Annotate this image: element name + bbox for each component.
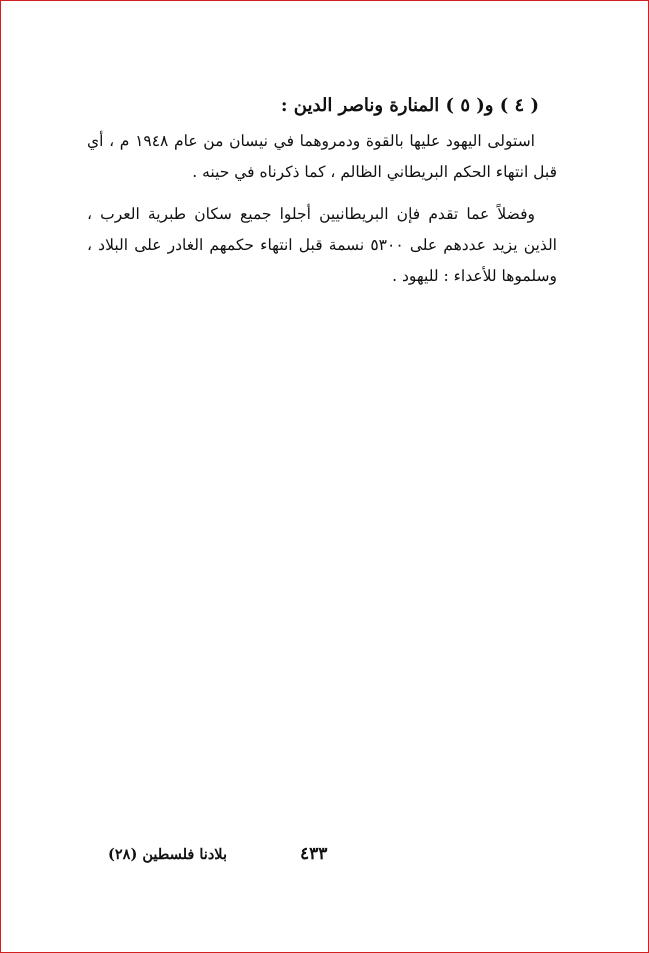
book-title: بلادنا فلسطين (٢٨) (108, 846, 227, 863)
paragraph-2-text: وفضلاً عما تقدم فإن البريطانيين أجلوا جميع سكان طبرية العرب ، الذين يزيد عددهم على ٥٣٠٠ نسمة قبل انتهاء حكمهم الغادر على البلاد ، وسلموها للأعداء : لليهود . (87, 205, 557, 285)
page-footer (0, 842, 649, 872)
section-heading: ( ٤ ) و( ٥ ) المنارة وناصر الدين : (280, 95, 539, 116)
paragraph-1-text: استولى اليهود عليها بالقوة ودمروهما في نيسان من عام ١٩٤٨ م ، أي قبل انتهاء الحكم البريطاني الظالم ، كما ذكرناه في حينه . (87, 132, 557, 181)
paragraph-2 (87, 199, 557, 292)
paragraph-1 (87, 126, 557, 188)
page-number: ٤٣٣ (300, 844, 328, 864)
